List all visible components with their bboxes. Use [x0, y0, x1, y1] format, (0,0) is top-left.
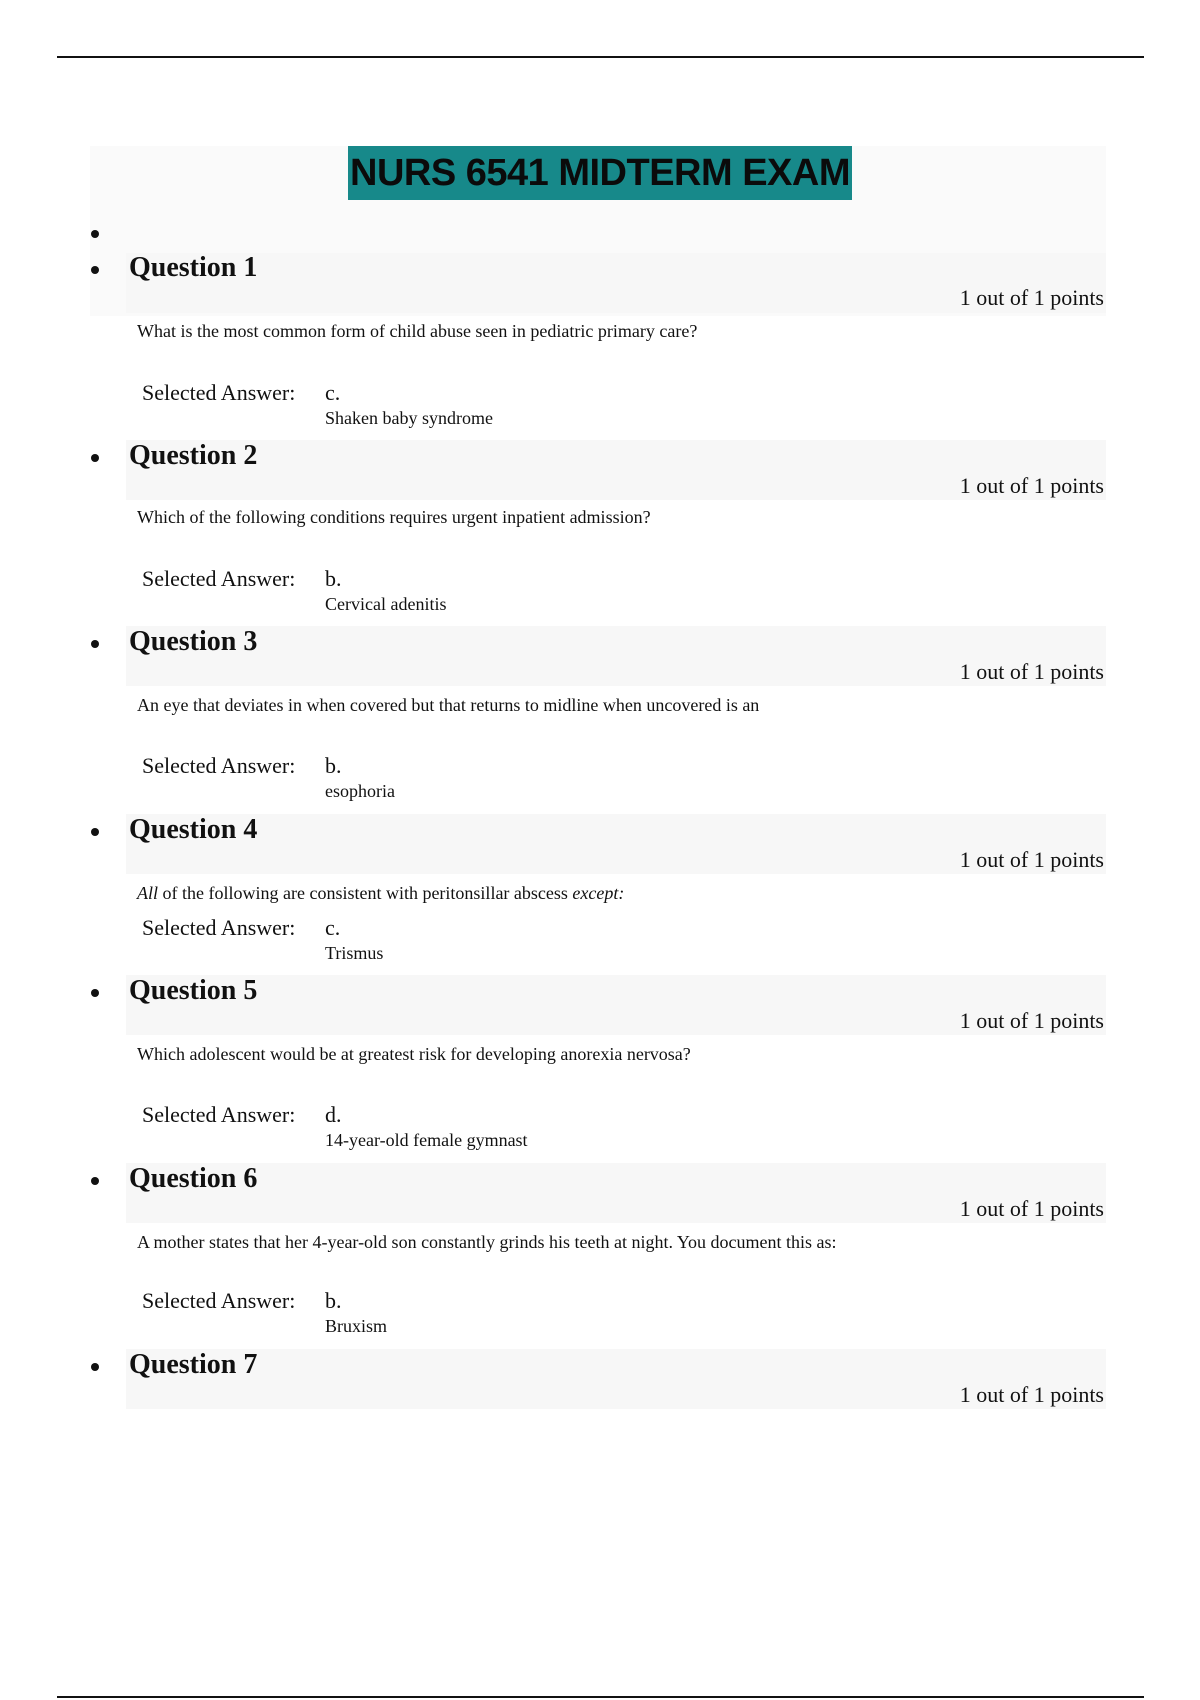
answer-letter: d.	[325, 1102, 342, 1127]
answer-text: Bruxism	[325, 1316, 388, 1336]
question-points: 1 out of 1 points	[959, 1008, 1104, 1033]
question-points: 1 out of 1 points	[959, 1196, 1104, 1221]
question-text: An eye that deviates in when covered but that returns to midline when uncovered is an	[137, 695, 760, 715]
selected-answer-label: Selected Answer:	[142, 380, 296, 405]
list-bullet	[91, 1363, 99, 1371]
question-text-italic: except:	[572, 883, 625, 903]
question-points: 1 out of 1 points	[959, 847, 1104, 872]
answer-text: Cervical adenitis	[325, 594, 447, 614]
selected-answer-label: Selected Answer:	[142, 566, 296, 591]
answer-text: Shaken baby syndrome	[325, 408, 493, 428]
question-title: Question 6	[129, 1163, 258, 1194]
list-bullet	[91, 454, 99, 462]
list-bullet	[91, 989, 99, 997]
question-text: A mother states that her 4-year-old son constantly grinds his teeth at night. You document this as:	[137, 1232, 837, 1252]
answer-letter: b.	[325, 753, 342, 778]
answer-text: esophoria	[325, 781, 395, 801]
question-title: Question 5	[129, 975, 258, 1006]
answer-text: Trismus	[325, 943, 384, 963]
question-title: Question 3	[129, 626, 258, 657]
question-text: Which adolescent would be at greatest risk for developing anorexia nervosa?	[137, 1044, 691, 1064]
page-title: NURS 6541 MIDTERM EXAM	[348, 146, 852, 200]
question-points: 1 out of 1 points	[959, 1382, 1104, 1407]
answer-letter: b.	[325, 1288, 342, 1313]
question-points: 1 out of 1 points	[959, 659, 1104, 684]
empty-bullet	[91, 230, 99, 238]
question-title: Question 2	[129, 440, 258, 471]
question-text: What is the most common form of child abuse seen in pediatric primary care?	[137, 321, 698, 341]
list-bullet	[91, 266, 99, 274]
selected-answer-label: Selected Answer:	[142, 1288, 296, 1313]
answer-letter: b.	[325, 566, 342, 591]
bottom-rule	[57, 1696, 1144, 1698]
list-bullet	[91, 1177, 99, 1185]
question-text: Which of the following conditions requires urgent inpatient admission?	[137, 507, 651, 527]
question-text-main: of the following are consistent with peritonsillar abscess	[158, 883, 573, 903]
question-points: 1 out of 1 points	[959, 285, 1104, 310]
question-title: Question 4	[129, 814, 258, 845]
question-title: Question 1	[129, 252, 258, 283]
selected-answer-label: Selected Answer:	[142, 1102, 296, 1127]
question-title: Question 7	[129, 1349, 258, 1380]
list-bullet	[91, 640, 99, 648]
selected-answer-label: Selected Answer:	[142, 915, 296, 940]
top-rule	[57, 56, 1144, 58]
question-points: 1 out of 1 points	[959, 473, 1104, 498]
title-wrap	[0, 146, 1200, 200]
answer-letter: c.	[325, 380, 341, 405]
question-text	[137, 882, 624, 904]
question-text-italic: All	[137, 883, 158, 903]
answer-text: 14-year-old female gymnast	[325, 1130, 528, 1150]
list-bullet	[91, 828, 99, 836]
selected-answer-label: Selected Answer:	[142, 753, 296, 778]
answer-letter: c.	[325, 915, 341, 940]
